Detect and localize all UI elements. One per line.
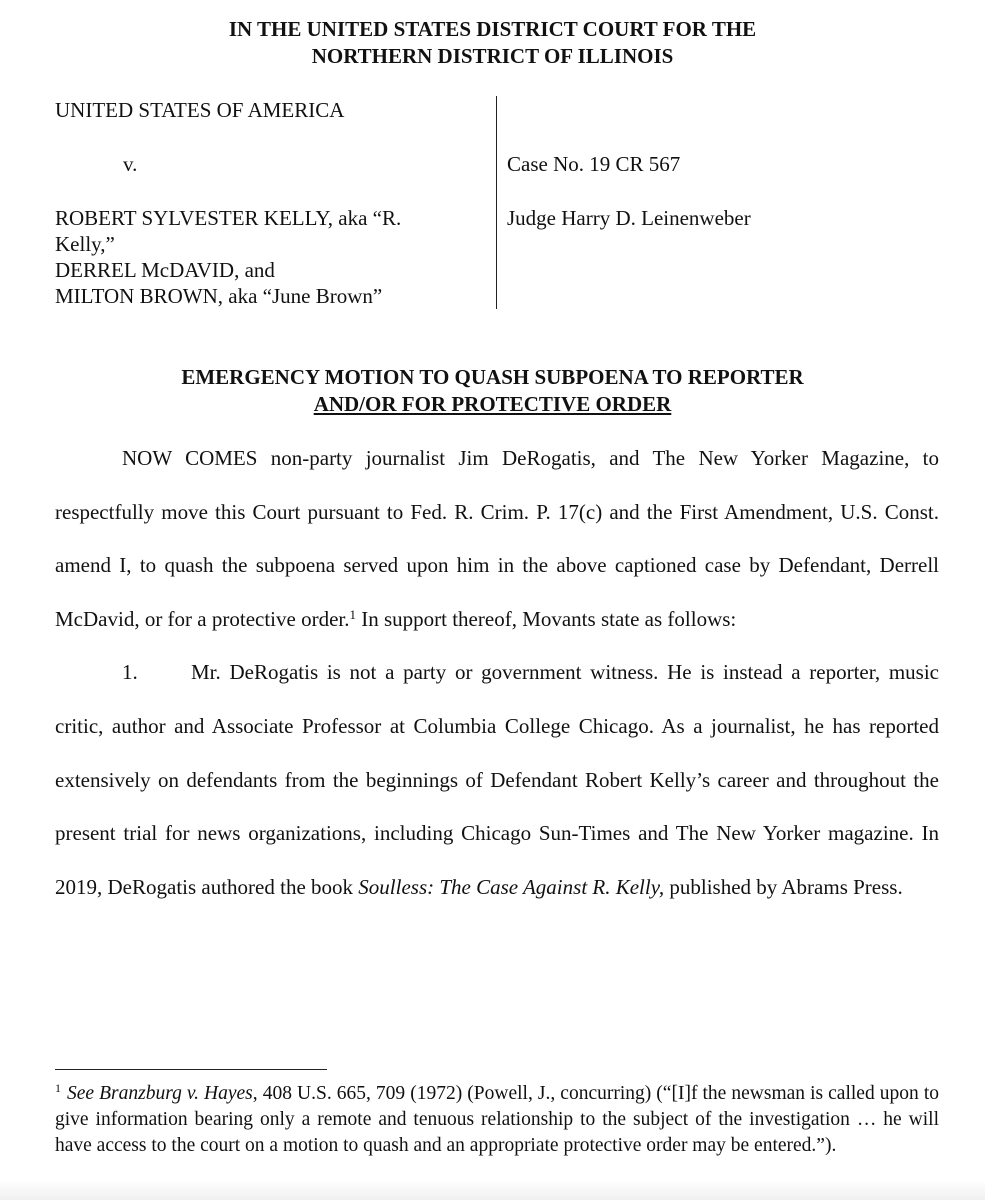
paragraph-text: Mr. DeRogatis is not a party or government witness. He is instead a reporter, music critic, author and Associate Professor at Columbia College Chicago. As a journalist, he has reported extensively on defendants from the beginnings of Defendant Robert Kelly’s career and throughout the present trial for news organizations, including Chicago Sun-Times and The New Yorker magazine. In 2019, DeRogatis authored the book xyxy=(55,660,939,899)
footnote-separator xyxy=(55,1069,327,1070)
intro-text-continued: In support thereof, Movants state as follows: xyxy=(355,606,737,631)
case-number: Case No. 19 CR 567 xyxy=(507,152,681,176)
caption-divider xyxy=(496,96,497,309)
footnote-reference[interactable]: 1 xyxy=(349,606,356,622)
defendant-line: Kelly,” xyxy=(55,232,115,256)
paragraph-number: 1. xyxy=(122,660,138,685)
judge-name: Judge Harry D. Leinenweber xyxy=(507,206,751,230)
motion-title-line2: AND/OR FOR PROTECTIVE ORDER xyxy=(313,392,672,416)
footnote-case-cite: See Branzburg v. Hayes xyxy=(67,1083,253,1104)
defendant-line: DERREL McDAVID, and xyxy=(55,258,275,282)
book-title: Soulless: The Case Against R. Kelly, xyxy=(358,874,665,899)
caption-plaintiff: UNITED STATES OF AMERICA xyxy=(55,98,345,122)
numbered-paragraph xyxy=(55,646,939,914)
intro-paragraph xyxy=(55,432,939,646)
court-heading-line1: IN THE UNITED STATES DISTRICT COURT FOR THE xyxy=(228,17,757,41)
footnote xyxy=(55,1081,939,1159)
caption-versus: v. xyxy=(123,152,138,176)
court-heading-line2: NORTHERN DISTRICT OF ILLINOIS xyxy=(311,44,674,68)
court-heading xyxy=(0,16,985,70)
defendant-line: MILTON BROWN, aka “June Brown” xyxy=(55,284,383,308)
motion-body xyxy=(55,432,939,914)
footnote-marker: 1 xyxy=(55,1081,61,1095)
motion-title-line1: EMERGENCY MOTION TO QUASH SUBPOENA TO REPORTER xyxy=(181,365,804,389)
motion-title xyxy=(0,364,985,418)
paragraph-text-end: published by Abrams Press. xyxy=(664,874,903,899)
page-bottom-shade xyxy=(0,1180,985,1200)
caption-defendants xyxy=(55,205,475,309)
defendant-line: ROBERT SYLVESTER KELLY, aka “R. xyxy=(55,206,402,230)
intro-text: NOW COMES non-party journalist Jim DeRogatis, and The New Yorker Magazine, to respectfully move this Court pursuant to Fed. R. Crim. P. 17(c) and the First Amendment, U.S. Const. amend I, to quash the subpoena served upon him in the above captioned case by Defendant, Derrell McDavid, or for a protective order. xyxy=(55,446,939,631)
footnote-text: , 408 U.S. 665, 709 (1972) (Powell, J., concurring) (“[I]f the newsman is called upon to give information bearing only a remote and tenuous relationship to the subject of the investigation … he will have access to the court on a motion to quash and an appropriate protective order may be entered.”). xyxy=(55,1083,939,1156)
